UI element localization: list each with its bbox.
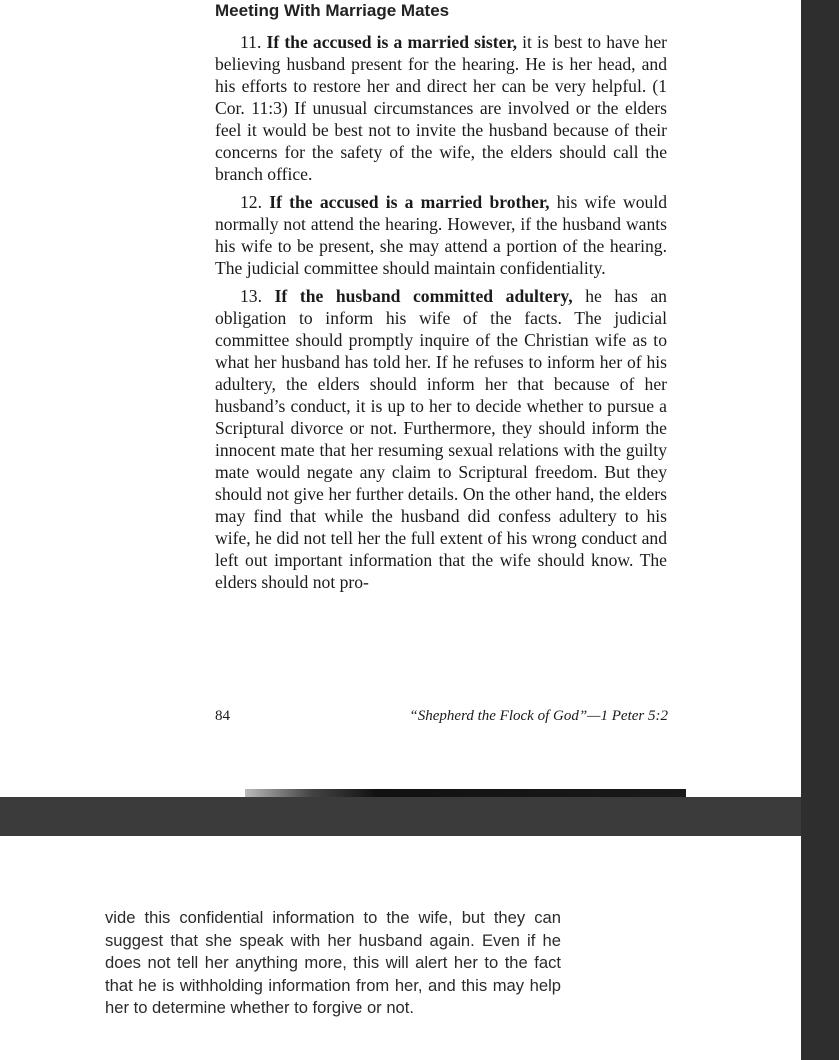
paragraph-text: he has an obligation to inform his wife of the facts. The judicial committee should promptly inquire of the Christian wife as to what her husband has told her. If he refuses to inform her of his adultery, the elders should inform her that because of her husband’s conduct, it is up to her to decide whether to pursue a Scriptural divorce or not. Furthermore, they should inform the innocent mate that her resuming sexual relations with the guilty mate would negate any claim to Scriptural freedom. But they should not give her further details. On the other hand, the elders may find that while the husband did confess adultery to his wife, he did not tell her the full extent of his wrong conduct and left out important information that the wife should know. The elders should not pro- [215,286,667,592]
paragraph-12 [215,191,667,279]
paragraph-number: 13. [240,286,262,306]
paragraph-lead: If the accused is a married sister, [266,32,517,52]
paragraph-13-continued: vide this confidential information to the wife, but they can suggest that she speak with her husband again. Even if he does not tell her anything more, this will alert her to the fact that he is withholding information from her, and this may help her to determine whether to forgive or not. [105,908,561,1017]
paragraph-lead: If the husband committed adultery, [274,286,573,306]
document-page-85 [0,836,801,1060]
viewer-background-strip [801,0,839,1060]
paragraph-13 [215,285,667,593]
body-column [215,31,667,599]
section-heading: Meeting With Marriage Mates [215,1,450,20]
page-number: 84 [215,708,230,724]
paragraph-lead: If the accused is a married brother, [269,192,550,212]
paragraph-number: 12. [240,192,262,212]
running-footer-title: “Shepherd the Flock of God”—1 Peter 5:2 [409,708,668,724]
paragraph-text: it is best to have her believing husband present for the hearing. He is her head, and his efforts to restore her and direct her can be very helpful. (1 Cor. 11:3) If unusual circumstances are involved or the elders feel it would be best not to invite the husband because of their concerns for the safety of the wife, the elders should call the branch office. [215,32,667,184]
scan-edge-shadow [245,789,686,797]
body-column-continued [105,907,561,1020]
paragraph-number: 11. [240,32,262,52]
paragraph-11 [215,31,667,185]
paragraph-text: his wife would normally not attend the hearing. However, if the husband wants his wife to be present, she may attend a portion of the hearing. The judicial committee should maintain confidentiality. [215,192,668,278]
